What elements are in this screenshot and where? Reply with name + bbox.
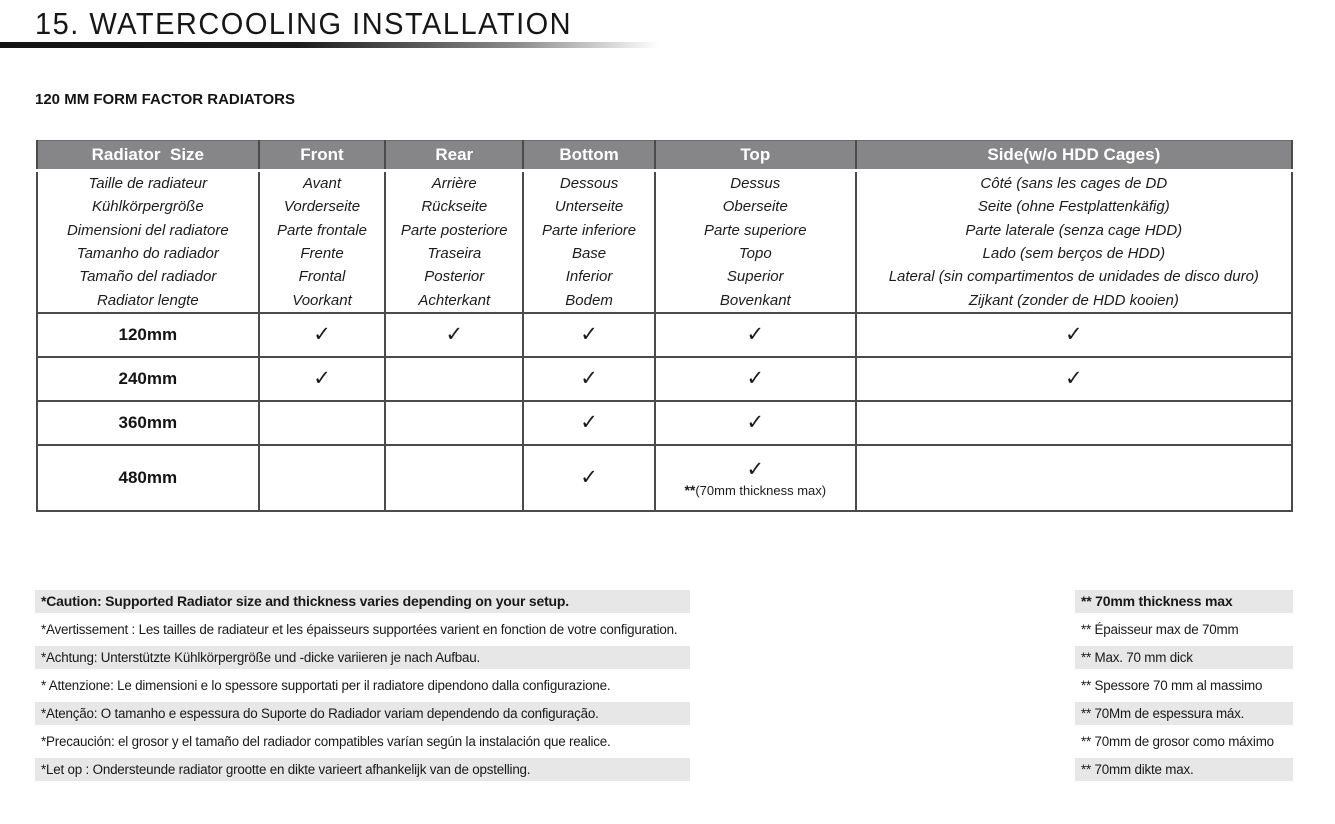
translation-cell-top [655, 171, 856, 314]
translation-line: Bovenkant [719, 291, 791, 309]
translation-line: Kühlkörpergröße [91, 198, 204, 216]
translation-cell-side [856, 171, 1292, 314]
check-cell-bottom [523, 357, 655, 401]
check-icon: ✓ [746, 411, 765, 434]
check-cell-rear [385, 313, 523, 357]
check-icon: ✓ [1065, 367, 1083, 390]
translation-line: Traseira [427, 245, 482, 262]
translation-line: Lateral (sin compartimentos de unidades de disco duro) [888, 268, 1259, 286]
table-row-240mm [37, 357, 1292, 401]
translation-line: Dimensioni del radiatore [66, 221, 229, 239]
check-icon: ✓ [313, 323, 331, 346]
thickness-note: ** Épaisseur max de 70mm [1081, 622, 1239, 637]
translation-line: Dessus [730, 175, 781, 193]
translation-line: Lado (sem berços de HDD) [982, 245, 1166, 262]
translation-line: Parte laterale (senza cage HDD) [965, 221, 1183, 239]
caution-note: *Precaución: el grosor y el tamaño del radiador compatibles varían según la instalación que realice. [41, 734, 611, 749]
translation-cell-rear [385, 171, 523, 314]
size-cell [37, 445, 259, 511]
caution-note: *Atenção: O tamanho e espessura do Suporte do Radiador variam dependendo da configuração. [35, 702, 690, 725]
table-row-360mm [37, 401, 1292, 445]
check-icon: ✓ [580, 466, 598, 489]
table-header-row [37, 141, 1292, 171]
top-thickness-note-stars: ** [684, 481, 696, 498]
caution-note: *Caution: Supported Radiator size and thickness varies depending on your setup. [35, 590, 690, 613]
check-cell-side [856, 445, 1292, 511]
column-header-front: Front [259, 141, 386, 171]
check-icon: ✓ [580, 411, 598, 434]
check-cell-front [259, 357, 386, 401]
radiator-compatibility-table [36, 140, 1293, 512]
thickness-notes-list [1075, 590, 1293, 786]
check-icon: ✓ [580, 323, 598, 346]
check-icon: ✓ [746, 457, 765, 481]
check-cell-front [259, 313, 386, 357]
translation-line: Frontal [298, 268, 346, 286]
caution-notes-list [35, 590, 690, 786]
column-header-rear: Rear [385, 141, 523, 171]
size-cell [37, 401, 259, 445]
translation-cell-front [259, 171, 386, 314]
check-cell-bottom [523, 313, 655, 357]
table-translations-row [37, 171, 1292, 314]
translation-line: Unterseite [554, 198, 624, 216]
check-cell-front [259, 445, 386, 511]
check-cell-rear [385, 445, 523, 511]
check-icon: ✓ [445, 323, 464, 346]
radiator-size-label: 240mm [118, 369, 178, 388]
translation-line: Taille de radiateur [88, 175, 208, 193]
check-icon: ✓ [746, 367, 765, 390]
thickness-note: ** 70Mm de espessura máx. [1075, 702, 1293, 725]
translation-line: Base [571, 245, 607, 262]
caution-note: *Achtung: Unterstützte Kühlkörpergröße und -dicke variieren je nach Aufbau. [35, 646, 690, 669]
column-header-size: Radiator Size [37, 141, 259, 171]
translation-line: Côté (sans les cages de DD [980, 175, 1168, 193]
translation-line: Dessous [559, 175, 619, 193]
check-cell-bottom [523, 401, 655, 445]
check-cell-side [856, 401, 1292, 445]
translation-line: Tamanho do radiador [76, 245, 219, 262]
translation-line: Topo [738, 245, 772, 262]
table-row-120mm [37, 313, 1292, 357]
translation-line: Superior [726, 268, 784, 286]
translation-line: Bodem [565, 291, 613, 309]
translation-line: Parte posteriore [400, 221, 508, 239]
radiator-size-label: 480mm [118, 468, 178, 487]
column-header-bottom: Bottom [523, 141, 655, 171]
translation-line: Seite (ohne Festplattenkäfig) [977, 198, 1170, 216]
translation-line: Zijkant (zonder de HDD kooien) [968, 291, 1179, 309]
title-underline-rule [0, 42, 660, 48]
size-cell [37, 313, 259, 357]
caution-note: *Let op : Ondersteunde radiator grootte en dikte varieert afhankelijk van de opstelling. [35, 758, 690, 781]
caution-note: * Attenzione: Le dimensioni e lo spessore supportati per il radiatore dipendono dalla configurazione. [41, 678, 611, 693]
section-subtitle: 120 MM FORM FACTOR RADIATORS [35, 91, 296, 108]
check-cell-side [856, 313, 1292, 357]
translation-line: Rückseite [421, 198, 488, 216]
check-cell-top [655, 357, 856, 401]
translation-cell-bottom [523, 171, 655, 314]
top-thickness-note: **(70mm thickness max) [684, 481, 827, 498]
check-cell-top [655, 313, 856, 357]
translation-line: Oberseite [722, 198, 788, 216]
thickness-note: ** Spessore 70 mm al massimo [1081, 678, 1263, 693]
translation-line: Vorderseite [283, 198, 361, 216]
check-cell-side [856, 357, 1292, 401]
thickness-note: ** Max. 70 mm dick [1075, 646, 1293, 669]
check-cell-bottom [523, 445, 655, 511]
translation-line: Frente [300, 245, 344, 262]
translation-line: Arrière [431, 175, 477, 193]
translation-line: Inferior [565, 268, 613, 286]
column-header-top: Top [655, 141, 856, 171]
check-cell-top [655, 445, 856, 511]
check-icon: ✓ [580, 367, 598, 390]
radiator-size-label: 360mm [118, 413, 178, 432]
translation-cell-size [37, 171, 259, 314]
table-row-480mm [37, 445, 1292, 511]
check-icon: ✓ [746, 323, 765, 346]
check-cell-rear [385, 401, 523, 445]
translation-line: Avant [302, 175, 342, 193]
radiator-size-label: 120mm [118, 325, 178, 344]
page-title: 15. WATERCOOLING INSTALLATION [35, 8, 573, 42]
translation-line: Achterkant [418, 291, 491, 309]
check-icon: ✓ [1065, 323, 1083, 346]
check-icon: ✓ [313, 367, 331, 390]
thickness-note: ** 70mm thickness max [1075, 590, 1293, 613]
translation-line: Posterior [424, 268, 485, 286]
check-cell-top [655, 401, 856, 445]
translation-line: Parte inferiore [541, 221, 637, 239]
size-cell [37, 357, 259, 401]
thickness-note: ** 70mm de grosor como máximo [1081, 734, 1274, 749]
check-cell-front [259, 401, 386, 445]
column-header-side: Side(w/o HDD Cages) [856, 141, 1292, 171]
translation-line: Radiator lengte [96, 291, 199, 309]
translation-line: Voorkant [292, 291, 352, 309]
translation-line: Parte frontale [276, 221, 368, 239]
caution-note: *Avertissement : Les tailles de radiateur et les épaisseurs supportées varient en fonction de votre configuration. [41, 622, 678, 637]
translation-line: Tamaño del radiador [79, 268, 217, 286]
translation-line: Parte superiore [703, 221, 807, 239]
check-cell-rear [385, 357, 523, 401]
thickness-note: ** 70mm dikte max. [1075, 758, 1293, 781]
